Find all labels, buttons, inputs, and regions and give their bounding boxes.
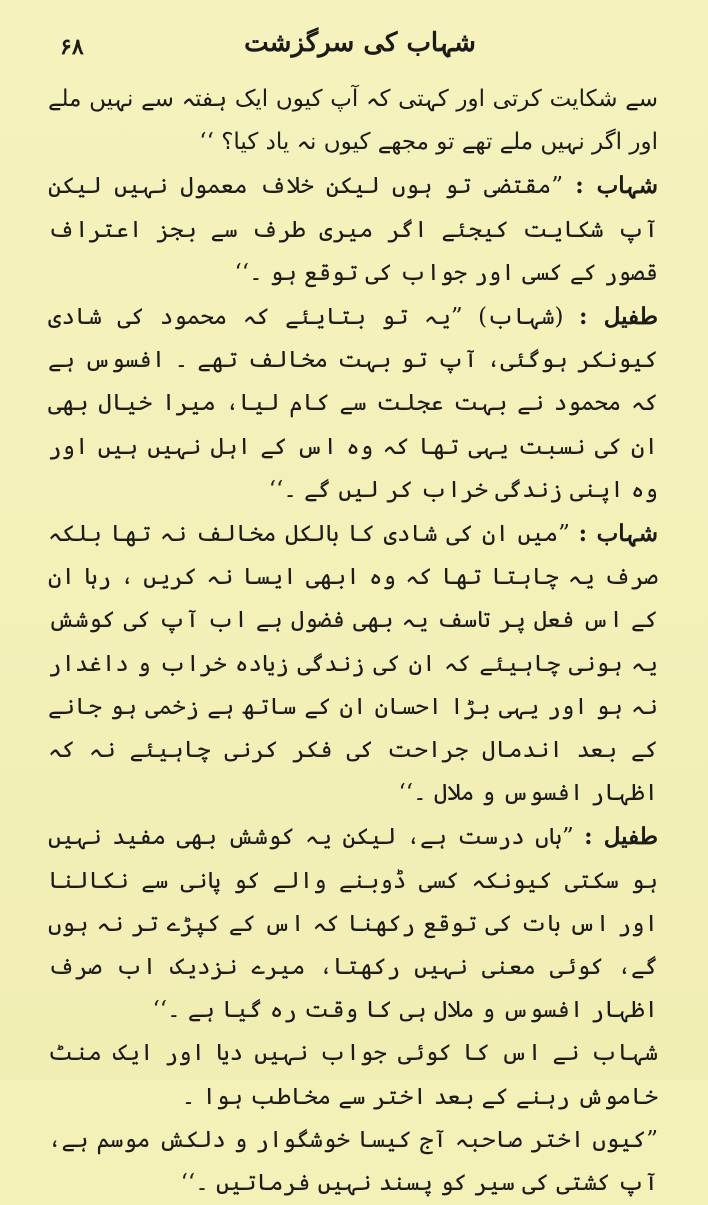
- paragraph-text: سے شکایت کرتی اور کہتی کہ آپ کیوں ایک ہفتہ سے نہیں ملے اور اگر نہیں ملے تھے تو مجھے کیوں نہ یاد کیا؟ ‘‘: [48, 86, 658, 156]
- paragraph-6: [48, 1032, 658, 1118]
- page-body: [48, 78, 658, 1205]
- paragraph-2: [48, 164, 658, 295]
- paragraph-text: (شہاب) ”یہ تو بتایئے کہ محمود کی شادی کیونکر ہوگئی، آپ تو بہت مخالف تھے ۔ افسوس ہے کہ محمود نے بہت عجلت سے کام لیا، میرا خیال بھی ان کی نسبت یہی تھا کہ وہ اس کے اہل نہیں ہیں اور وہ اپنی زندگی خراب کر لیں گے ۔‘‘: [48, 304, 658, 503]
- page-number: ۶۸: [60, 34, 84, 60]
- paragraph-text: ”مقتضی تو ہوں لیکن خلاف معمول نہیں لیکن آپ شکایت کیجئے اگر میری طرف سے بجز اعتراف قصور کے کسی اور جواب کی توقع ہو ۔‘‘: [48, 173, 658, 286]
- page-header: [40, 28, 680, 78]
- paragraph-text: شہاب نے اس کا کوئی جواب نہیں دیا اور ایک منٹ خاموش رہنے کے بعد اختر سے مخاطب ہوا ۔: [48, 1040, 658, 1110]
- paragraph-text: ”میں ان کی شادی کا بالکل مخالف نہ تھا بلکہ صرف یہ چاہتا تھا کہ وہ ابھی ایسا نہ کریں ، رہا ان کے اس فعل پر تاسف یہ بھی فضول ہے اب آپ کی کوشش یہ ہونی چاہیئے کہ ان کی زندگی زیادہ خراب و داغدار نہ ہو اور یہی بڑا احسان ان کے ساتھ ہے زخمی ہو جانے کے بعد اندمال جراحت کی فکر کرنی چاہیئے نہ کہ اظہار افسوس و ملال ۔‘‘: [48, 521, 658, 807]
- paragraph-1: [48, 78, 658, 164]
- paragraph-7: [48, 1119, 658, 1205]
- paragraph-text: ”کیوں اختر صاحبہ آج کیسا خوشگوار و دلکش موسم ہے، آپ کشتی کی سیر کو پسند نہیں فرماتیں ۔‘‘: [48, 1126, 658, 1197]
- paragraph-text: ”ہاں درست ہے، لیکن یہ کوشش بھی مفید نہیں ہو سکتی کیونکہ کسی ڈوبنے والے کو پانی سے نکالنا اور اس بات کی توقع رکھنا کہ اس کے کپڑے تر نہ ہوں گے، کوئی معنی نہیں رکھتا، میرے نزدیک اب صرف اظہار افسوس و ملال ہی کا وقت رہ گیا ہے ۔‘‘: [48, 824, 658, 1024]
- speaker-label: شہاب :: [578, 520, 658, 548]
- paragraph-5: [48, 815, 658, 1032]
- speaker-label: شہاب :: [575, 172, 659, 200]
- speaker-label: طفیل :: [584, 823, 659, 851]
- speaker-label: طفیل :: [579, 303, 658, 331]
- paragraph-3: [48, 295, 658, 512]
- paragraph-4: [48, 512, 658, 815]
- running-title: شہاب کی سرگزشت: [244, 28, 476, 58]
